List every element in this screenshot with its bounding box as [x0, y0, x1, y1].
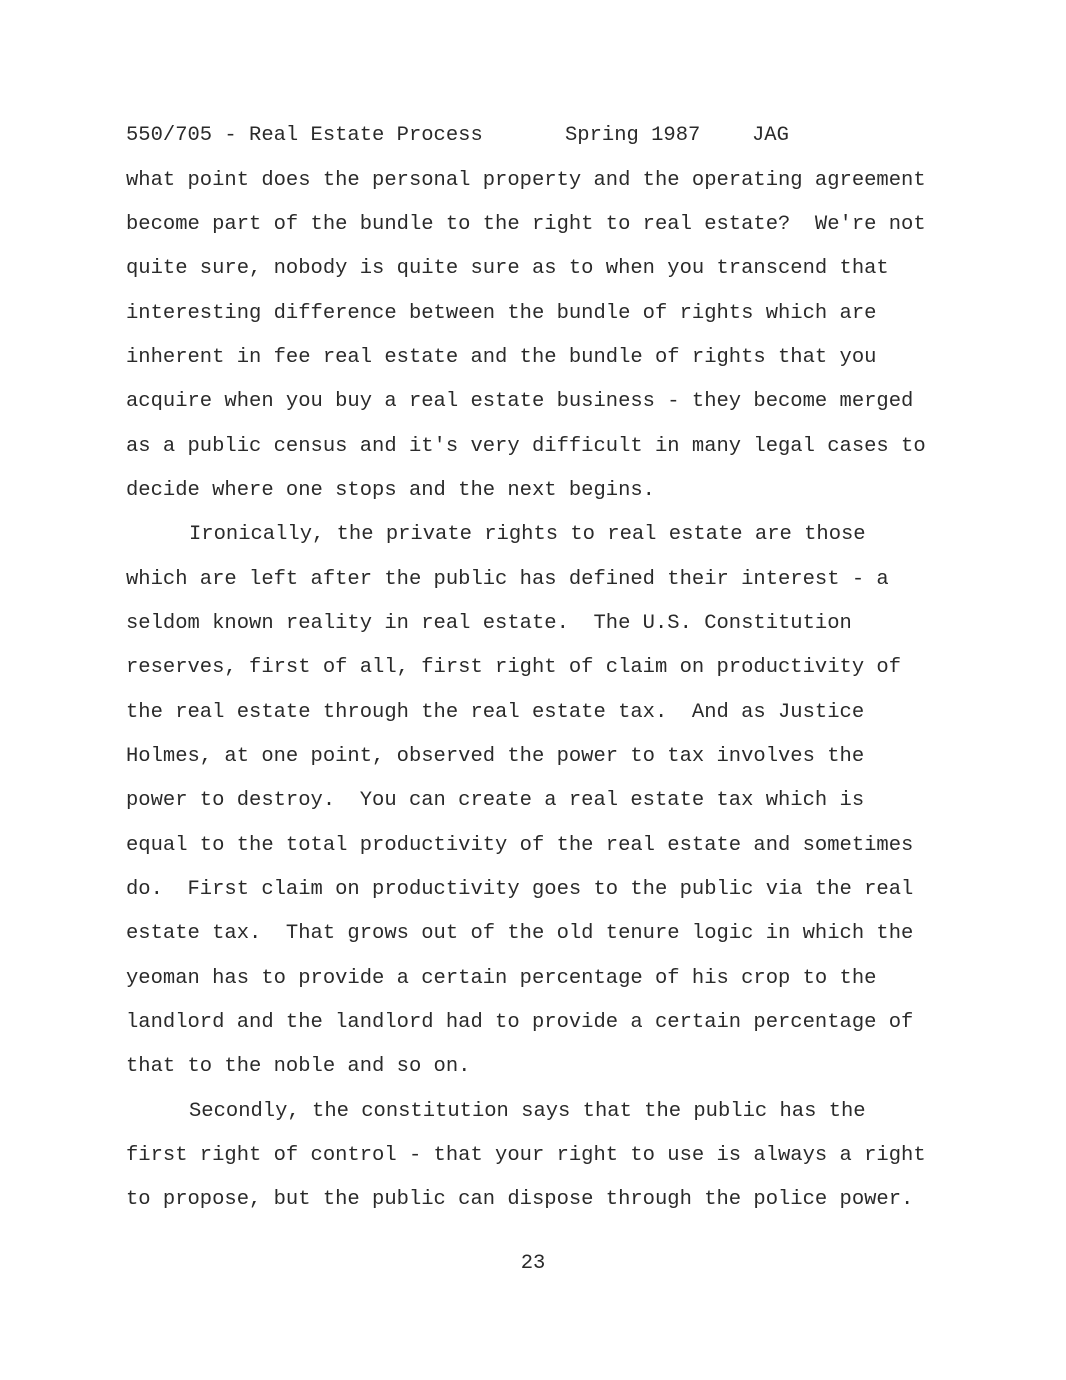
text-line: landlord and the landlord had to provide a certain percentage of	[126, 1011, 914, 1034]
text-line: yeoman has to provide a certain percentage of his crop to the	[126, 967, 877, 990]
text-line: quite sure, nobody is quite sure as to when you transcend that	[126, 257, 889, 280]
text-line: seldom known reality in real estate. The U.S. Constitution	[126, 612, 852, 635]
text-line: equal to the total productivity of the real estate and sometimes	[126, 834, 914, 857]
text-line: do. First claim on productivity goes to the public via the real	[126, 878, 914, 901]
text-line: reserves, first of all, first right of claim on productivity of	[126, 656, 902, 679]
text-line: power to destroy. You can create a real estate tax which is	[126, 789, 865, 812]
text-line: to propose, but the public can dispose through the police power.	[126, 1188, 914, 1211]
text-line: acquire when you buy a real estate business - they become merged	[126, 390, 914, 413]
text-line: Holmes, at one point, observed the power to tax involves the	[126, 745, 865, 768]
page-number: 23	[520, 1252, 546, 1275]
text-line: estate tax. That grows out of the old tenure logic in which the	[126, 922, 914, 945]
text-line: interesting difference between the bundle of rights which are	[126, 302, 877, 325]
text-line: decide where one stops and the next begins.	[126, 479, 655, 502]
paragraph-start-line: Secondly, the constitution says that the public has the	[189, 1100, 866, 1123]
text-line: the real estate through the real estate tax. And as Justice	[126, 701, 865, 724]
text-line: that to the noble and so on.	[126, 1055, 471, 1078]
header-initials: JAG	[752, 124, 789, 147]
paragraph-start-line: Ironically, the private rights to real estate are those	[189, 523, 866, 546]
header-term: Spring 1987	[565, 124, 701, 147]
header-course: 550/705 - Real Estate Process	[126, 124, 483, 147]
text-line: first right of control - that your right to use is always a right	[126, 1144, 926, 1167]
text-line: which are left after the public has defined their interest - a	[126, 568, 889, 591]
text-line: what point does the personal property and the operating agreement	[126, 169, 926, 192]
text-line: as a public census and it's very difficult in many legal cases to	[126, 435, 926, 458]
text-line: inherent in fee real estate and the bundle of rights that you	[126, 346, 877, 369]
text-line: become part of the bundle to the right to real estate? We're not	[126, 213, 926, 236]
